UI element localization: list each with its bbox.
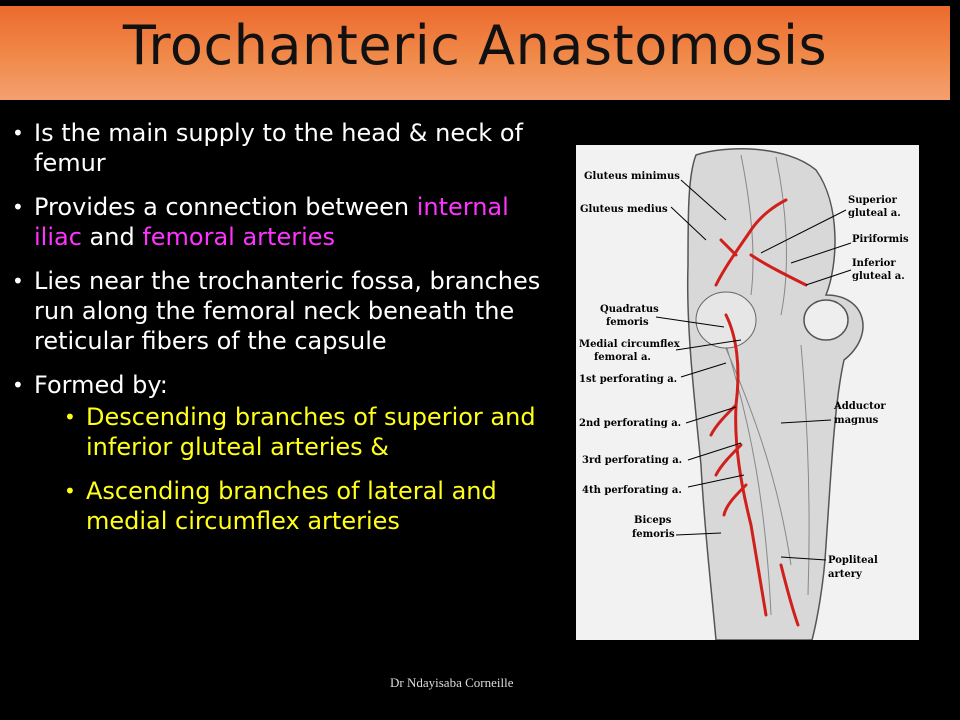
bullet-4-text: Formed by:: [34, 371, 168, 399]
label-medial-1: Medial circumflex: [579, 339, 680, 350]
sub-bullet-1: [8, 402, 548, 462]
label-popliteal-2: artery: [828, 569, 862, 580]
label-quadratus-2: femoris: [606, 317, 649, 328]
bullet-3-text: Lies near the trochanteric fossa, branches run along the femoral neck beneath the reticular fibers of the capsule: [34, 267, 541, 355]
sub-bullet-2: [8, 476, 548, 536]
label-inferior-2: gluteal a.: [852, 271, 905, 282]
label-piriformis: Piriformis: [852, 234, 909, 245]
anatomy-diagram: [576, 145, 919, 640]
label-superior-1: Superior: [848, 195, 897, 206]
bullet-dot: •: [12, 269, 24, 293]
anatomy-illustration: [576, 145, 919, 640]
label-perf-4: 4th perforating a.: [582, 485, 682, 496]
label-adductor-2: magnus: [834, 415, 879, 426]
title-bar: [0, 6, 950, 100]
label-perf-2: 2nd perforating a.: [579, 418, 682, 429]
sub-bullet-dot: •: [64, 405, 76, 429]
bullet-list: [8, 118, 548, 550]
label-adductor-1: Adductor: [834, 401, 886, 412]
label-inferior-1: Inferior: [852, 258, 896, 269]
label-perf-3: 3rd perforating a.: [582, 455, 683, 466]
bullet-dot: •: [12, 373, 24, 397]
bullet-1: [8, 118, 548, 178]
term-femoral-arteries: femoral arteries: [142, 223, 336, 251]
sub-bullet-2-text: Ascending branches of lateral and medial circumflex arteries: [86, 477, 497, 535]
footer-author: Dr Ndayisaba Corneille: [390, 675, 514, 690]
term-internal-iliac: internal iliac: [34, 193, 509, 251]
label-gluteus-minimus: Gluteus minimus: [584, 171, 680, 182]
label-biceps-2: femoris: [632, 529, 675, 540]
label-quadratus-1: Quadratus: [600, 304, 659, 315]
bullet-2-text-c: and: [81, 223, 143, 251]
label-popliteal-1: Popliteal: [828, 555, 878, 566]
sub-bullet-1-text: Descending branches of superior and inferior gluteal arteries &: [86, 403, 536, 461]
bullet-1-text: Is the main supply to the head & neck of femur: [34, 119, 523, 177]
label-superior-2: gluteal a.: [848, 208, 901, 219]
label-gluteus-medius: Gluteus medius: [580, 204, 668, 215]
sub-bullet-dot: •: [64, 479, 76, 503]
slide-title: Trochanteric Anastomosis: [122, 14, 828, 77]
label-medial-2: femoral a.: [594, 352, 651, 363]
bullet-2: [8, 192, 548, 252]
label-biceps-1: Biceps: [634, 515, 672, 526]
bullet-dot: •: [12, 121, 24, 145]
bullet-2-text-a: Provides a connection between: [34, 193, 417, 221]
bullet-4: [8, 370, 548, 400]
label-perf-1: 1st perforating a.: [579, 374, 678, 385]
bullet-3: [8, 266, 548, 356]
bullet-dot: •: [12, 195, 24, 219]
